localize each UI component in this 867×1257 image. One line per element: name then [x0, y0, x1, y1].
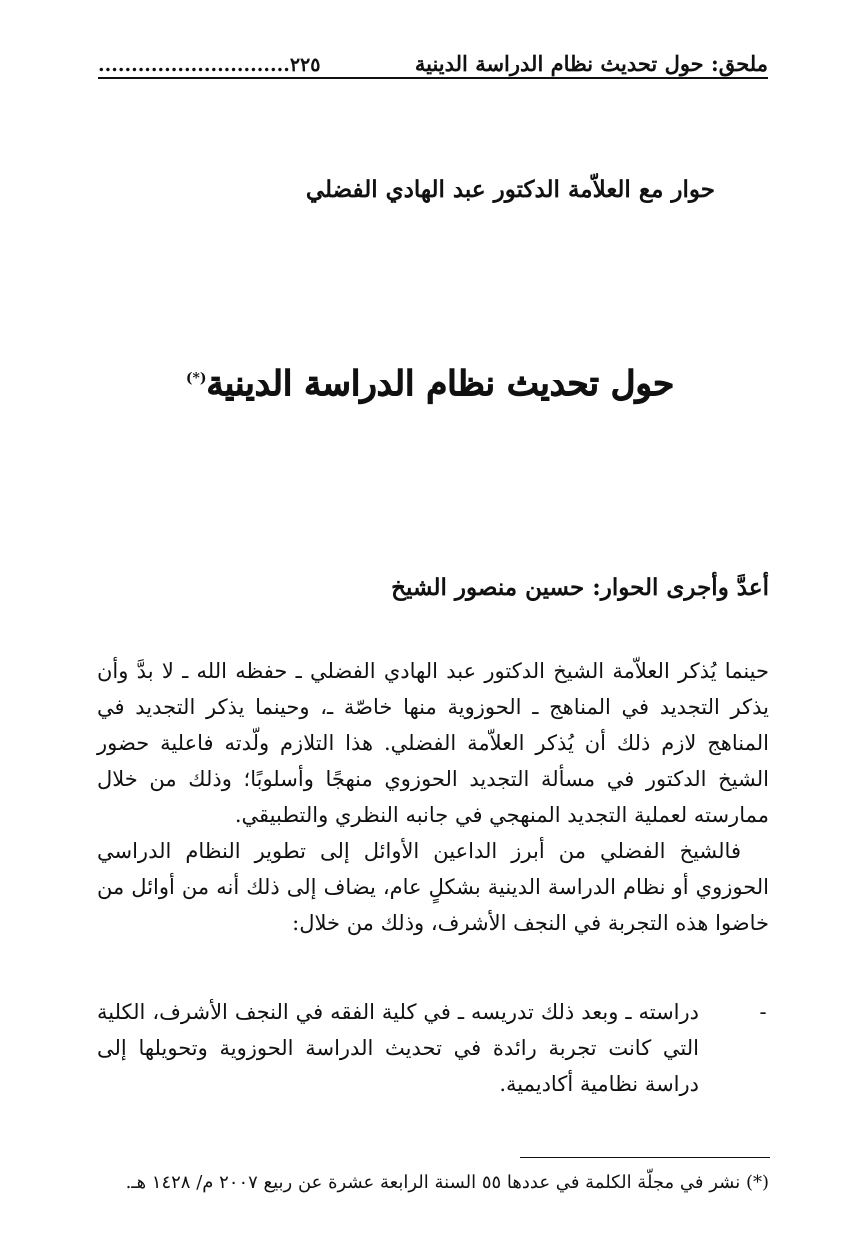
running-header — [98, 42, 768, 76]
footnote-marker: (*) — [185, 370, 207, 387]
bullet-text: دراسته ـ وبعد ذلك تدريسه ـ في كلية الفقه في النجف الأشرف، الكلية التي كانت تجربة رائدة في تحديث الدراسة الحوزوية وتحويلها إلى دراسة نظامية أكاديمية. — [97, 1000, 699, 1096]
page-number: ٢٢٥............................. — [98, 54, 321, 76]
footnote-rule — [520, 1157, 770, 1158]
chapter-title-text: حول تحديث نظام الدراسة الدينية — [206, 364, 675, 404]
body-text — [97, 653, 769, 941]
bullet-dash: - — [759, 1000, 767, 1024]
paragraph: حينما يُذكر العلاّمة الشيخ الدكتور عبد الهادي الفضلي ـ حفظه الله ـ لا بدَّ وأن يذكر التجديد في المناهج ـ الحوزوية منها خاصّة ـ، وحينما يذكر التجديد في المناهج لازم ذلك أن يُذكر العلاّمة الفضلي. هذا التلازم ولّدته فاعلية حضور الشيخ الدكتور في مسألة التجديد الحوزوي منهجًا وأسلوبًا؛ وذلك من خلال ممارسته لعملية التجديد المنهجي في جانبه النظري والتطبيقي. — [97, 659, 769, 827]
paragraph: فالشيخ الفضلي من أبرز الداعين الأوائل إلى تطوير النظام الدراسي الحوزوي أو نظام الدراسة الدينية بشكلٍ عام، يضاف إلى ذلك أنه من أوائل من خاضوا هذه التجربة في النجف الأشرف، وذلك من خلال: — [97, 839, 769, 935]
bullet-item — [97, 994, 769, 1102]
footnote: (*) نشر في مجلّة الكلمة في عددها ٥٥ السنة الرابعة عشرة عن ربيع ٢٠٠٧ م/ ١٤٢٨ هـ. — [125, 1172, 769, 1193]
chapter-title — [150, 364, 710, 404]
header-rule — [98, 77, 768, 79]
interview-heading: حوار مع العلاّمة الدكتور عبد الهادي الفضلي — [305, 176, 715, 203]
byline: أعدَّ وأجرى الحوار: حسين منصور الشيخ — [391, 574, 769, 601]
running-header-title: ملحق: حول تحديث نظام الدراسة الدينية — [414, 51, 768, 76]
